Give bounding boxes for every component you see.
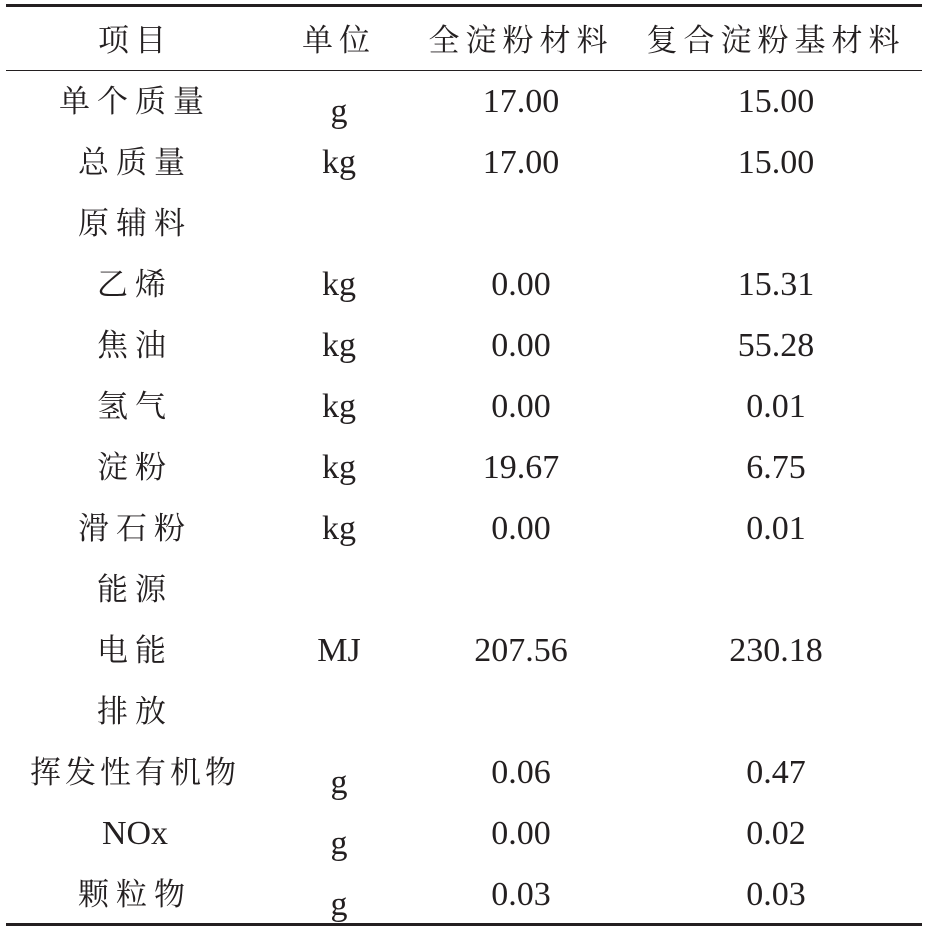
row-value-a: 0.00 <box>491 388 551 425</box>
row-unit: kg <box>322 510 356 547</box>
row-value-b: 230.18 <box>729 632 823 669</box>
row-value-a: 0.00 <box>491 510 551 547</box>
row-item: 滑石粉 <box>78 511 192 547</box>
row-value-b: 0.47 <box>746 754 806 791</box>
row-value-b: 0.03 <box>746 876 806 913</box>
row-item: 单个质量 <box>59 84 211 120</box>
row-item: 挥发性有机物 <box>30 755 240 791</box>
row-unit: kg <box>322 388 356 425</box>
row-item: 排放 <box>97 694 173 730</box>
row-value-a: 0.06 <box>491 754 551 791</box>
row-value-a: 17.00 <box>482 144 560 181</box>
row-value-b <box>641 560 911 620</box>
header-col-b: 复合淀粉基材料 <box>646 23 906 59</box>
table-row <box>6 316 922 376</box>
row-value-a: 207.56 <box>474 632 568 669</box>
table-row <box>6 133 922 193</box>
table-row <box>6 499 922 559</box>
row-value-b: 0.01 <box>746 388 806 425</box>
row-value-b: 15.00 <box>737 144 815 181</box>
row-value-b <box>641 682 911 742</box>
row-value-a <box>421 194 621 254</box>
table-row <box>6 377 922 437</box>
row-unit: kg <box>322 144 356 181</box>
row-value-b: 15.00 <box>737 83 815 120</box>
table-row <box>6 865 922 925</box>
row-value-a <box>421 560 621 620</box>
row-item: 电能 <box>97 633 173 669</box>
table-row <box>6 255 922 315</box>
header-unit: 单位 <box>302 23 376 59</box>
row-value-a: 0.03 <box>491 876 551 913</box>
header-item: 项目 <box>98 23 172 59</box>
table-row <box>6 804 922 864</box>
row-unit: kg <box>322 266 356 303</box>
table-row <box>6 743 922 803</box>
row-unit: g <box>330 886 348 923</box>
table-row <box>6 621 922 681</box>
row-unit: g <box>330 93 348 130</box>
row-item: 乙烯 <box>97 267 173 303</box>
row-value-b: 6.75 <box>746 449 806 486</box>
table-row <box>6 72 922 132</box>
row-item: 原辅料 <box>78 206 192 242</box>
row-value-a: 0.00 <box>491 327 551 364</box>
row-unit: g <box>330 825 348 862</box>
table-row <box>6 682 922 742</box>
row-unit <box>279 560 399 620</box>
row-value-b: 0.02 <box>746 815 806 852</box>
row-value-b: 15.31 <box>737 266 815 303</box>
header-divider <box>6 70 922 71</box>
table-row <box>6 194 922 254</box>
row-item: 总质量 <box>78 145 192 181</box>
header-row <box>6 11 922 71</box>
row-item: NOx <box>101 815 169 852</box>
row-item: 氢气 <box>97 389 173 425</box>
table-row <box>6 560 922 620</box>
row-value-b <box>641 194 911 254</box>
row-item: 淀粉 <box>97 450 173 486</box>
row-unit <box>279 682 399 742</box>
header-col-a: 全淀粉材料 <box>428 23 614 59</box>
row-value-a: 0.00 <box>491 815 551 852</box>
data-table <box>6 4 922 926</box>
row-value-a: 0.00 <box>491 266 551 303</box>
row-value-a: 19.67 <box>482 449 560 486</box>
row-value-a <box>421 682 621 742</box>
row-item: 焦油 <box>97 328 173 364</box>
row-unit <box>279 194 399 254</box>
row-unit: g <box>330 764 348 801</box>
row-item: 颗粒物 <box>78 877 192 913</box>
row-unit: kg <box>322 449 356 486</box>
row-unit: MJ <box>317 632 361 669</box>
row-value-b: 55.28 <box>737 327 815 364</box>
table-row <box>6 438 922 498</box>
row-item: 能源 <box>97 572 173 608</box>
row-unit: kg <box>322 327 356 364</box>
row-value-a: 17.00 <box>482 83 560 120</box>
row-value-b: 0.01 <box>746 510 806 547</box>
